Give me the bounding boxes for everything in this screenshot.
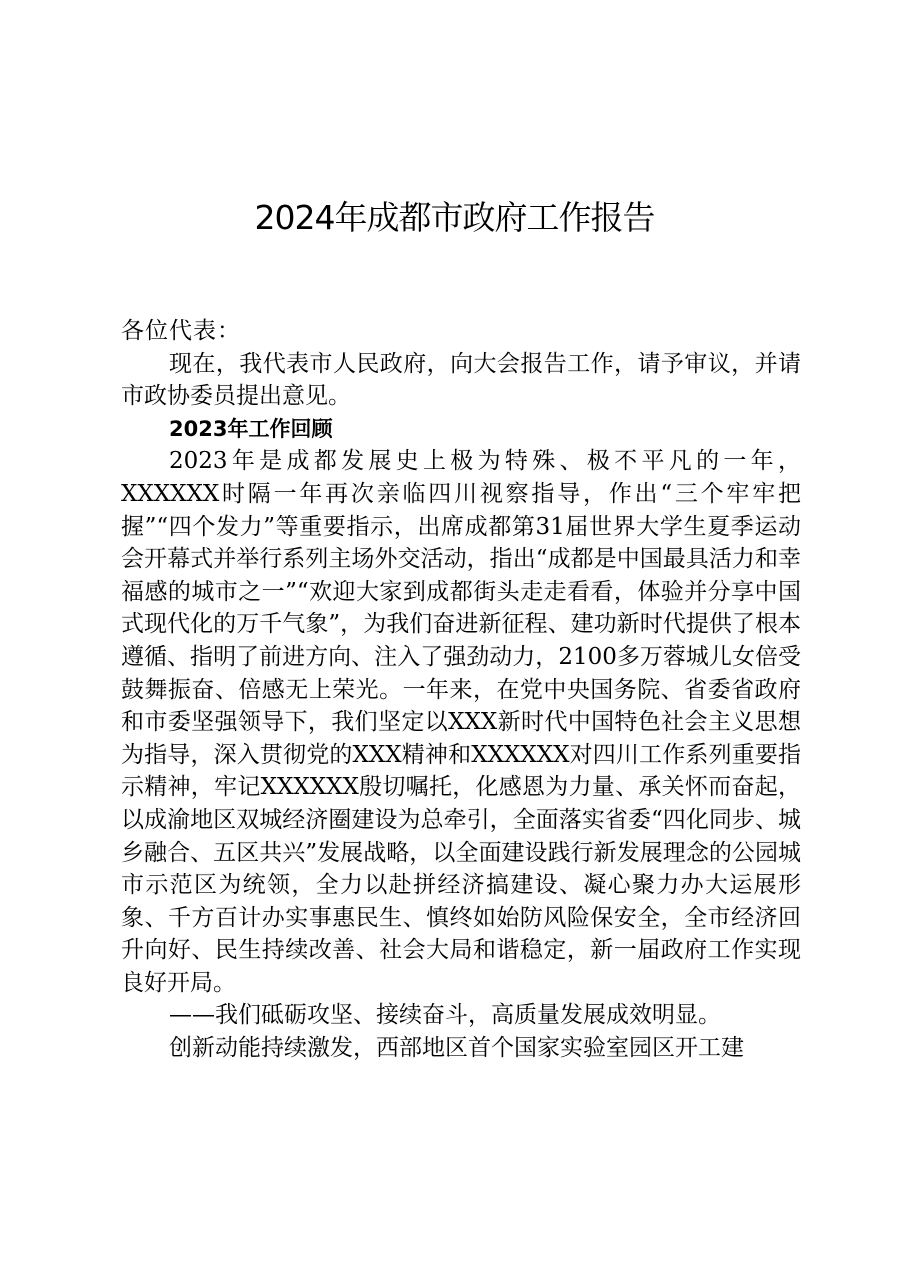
salutation: 各位代表： (121, 318, 241, 344)
paragraph-highlight: ——我们砥砺攻坚、接续奋斗，高质量发展成效明显。 (169, 1002, 721, 1029)
document-body (121, 315, 801, 1065)
paragraph-review: 2023年是成都发展史上极为特殊、极不平凡的一年，XXXXXX时隔一年再次亲临四川视察指导，作出“三个牢牢把握”“四个发力”等重要指示，出席成都第31届世界大学生夏季运动会开幕式并举行系列主场外交活动，指出“成都是中国最具活力和幸福感的城市之一”“欢迎大家到成都街头走走看看，体验并分享中国式现代化的万千气象”，为我们奋进新征程、建功新时代提供了根本遵循、指明了前进方向、注入了强劲动力，2100多万蓉城儿女倍受鼓舞振奋、倍感无上荣光。一年来，在党中央国务院、省委省政府和市委坚强领导下，我们坚定以XXX新时代中国特色社会主义思想为指导，深入贯彻党的XXX精神和XXXXXX对四川工作系列重要指示精神，牢记XXXXXX殷切嘱托，化感恩为力量、承关怀而奋起，以成渝地区双城经济圈建设为总牵引，全面落实省委“四化同步、城乡融合、五区共兴”发展战略，以全面建设践行新发展理念的公园城市示范区为统领，全力以赴拼经济搞建设、凝心聚力办大运展形象、千方百计办实事惠民生、慎终如始防风险保安全，全市经济回升向好、民生持续改善、社会大局和谐稳定，新一届政府工作实现良好开局。 (121, 448, 801, 996)
paragraph-innovation: 创新动能持续激发，西部地区首个国家实验室园区开工建 (169, 1035, 744, 1062)
paragraph-intro: 现在，我代表市人民政府，向大会报告工作，请予审议，并请市政协委员提出意见。 (121, 350, 801, 410)
document-title: 2024年成都市政府工作报告 (254, 198, 655, 237)
section-heading: 2023年工作回顾 (169, 416, 333, 441)
